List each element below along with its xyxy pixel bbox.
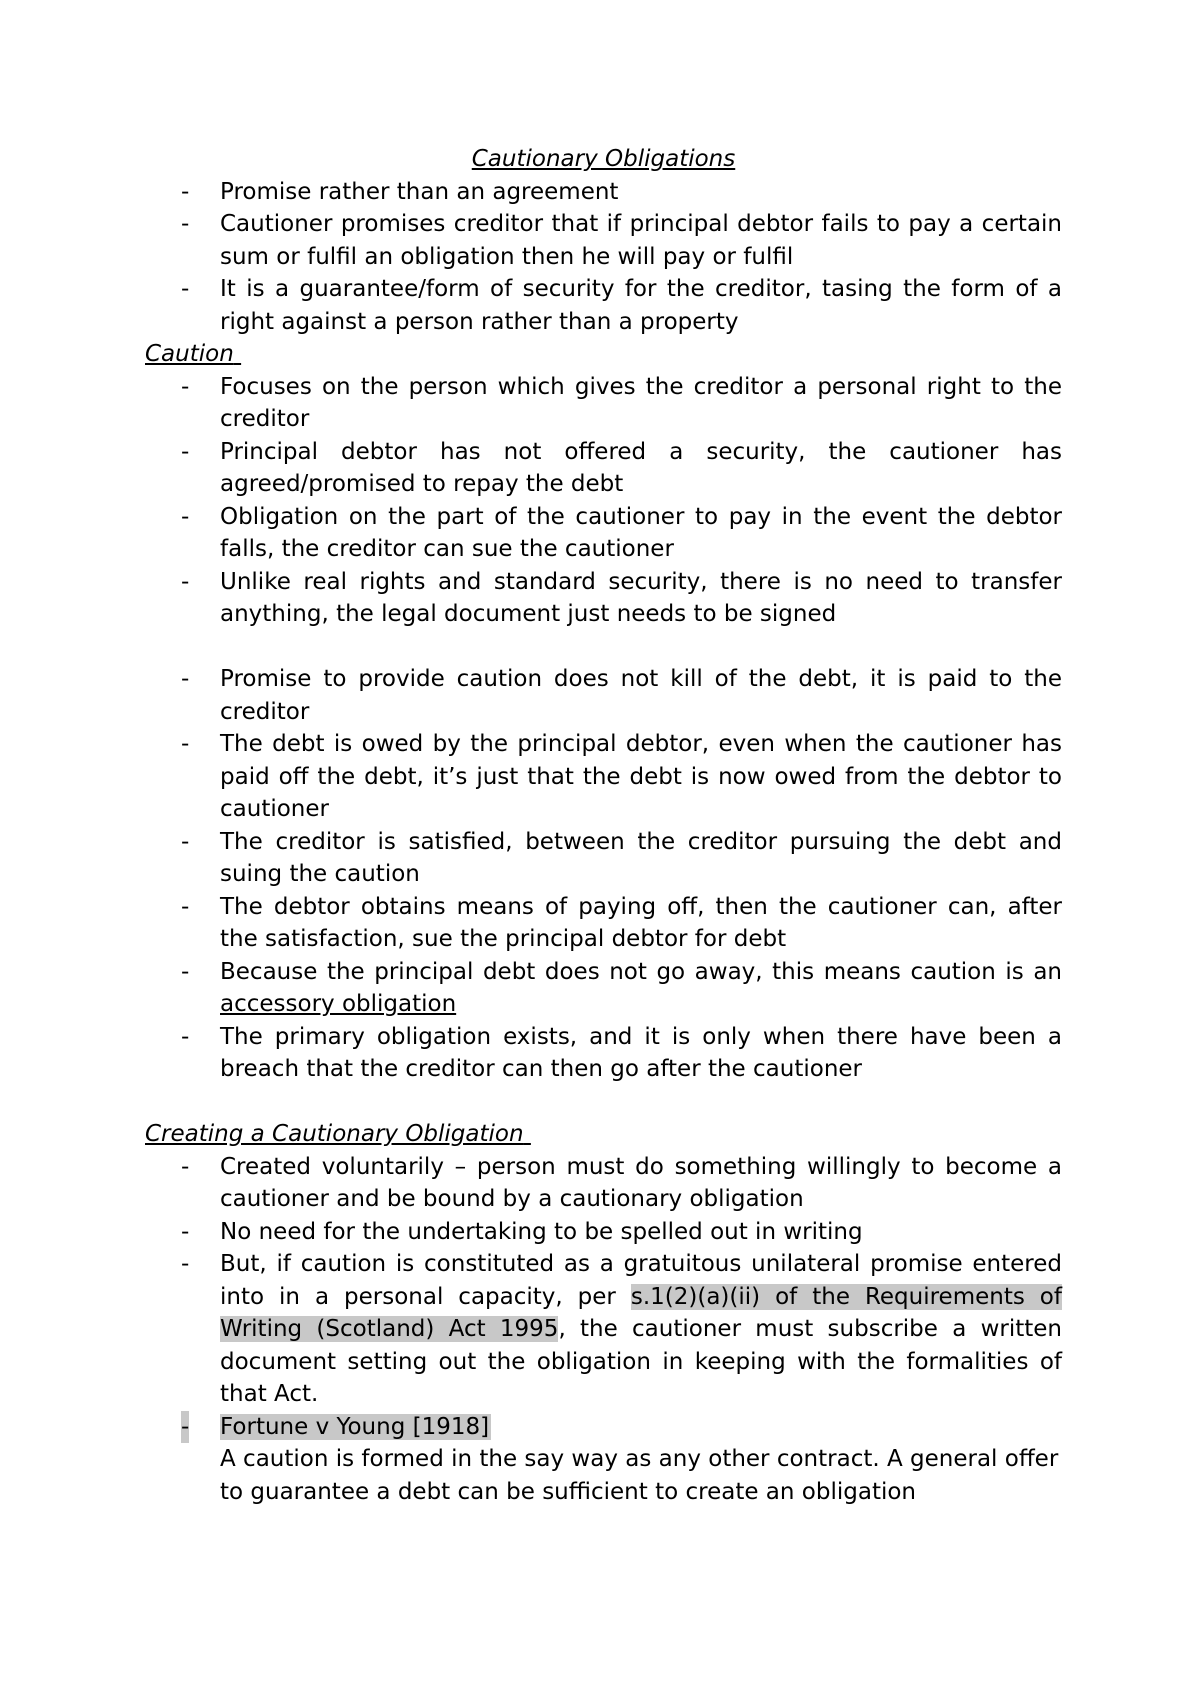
dash-bullet: -: [181, 373, 190, 400]
dash-bullet: -: [181, 276, 190, 302]
case-name: Fortune v Young [1918]: [220, 1413, 490, 1440]
list-item: - Promise rather than an agreement: [145, 176, 1062, 209]
case-item: [145, 1411, 1062, 1509]
dash-bullet: -: [181, 503, 190, 530]
dash-bullet: -: [181, 1411, 189, 1444]
case-description: A caution is formed in the say way as any other contract. A general offer to guarantee a debt can be sufficient to create an obligation: [220, 1446, 1059, 1505]
dash-bullet: -: [181, 1153, 190, 1180]
list-item: - Cautioner promises creditor that if principal debtor fails to pay a certain sum or fulfil an obligation then he will pay or fulfil: [145, 208, 1062, 273]
dash-bullet: -: [181, 731, 190, 757]
list-item: - Because the principal debt does not go away, this means caution is an accessory obligation: [145, 956, 1062, 1021]
document-title: Cautionary Obligations: [471, 146, 736, 172]
list-item: - Created voluntarily – person must do something willingly to become a cautioner and be bound by a cautionary obligation: [145, 1151, 1062, 1216]
intro-list: [145, 176, 1062, 339]
list-item: - It is a guarantee/form of security for the creditor, tasing the form of a right against a person rather than a property: [145, 273, 1062, 338]
dash-bullet: -: [181, 828, 190, 855]
section-heading-caution: Caution: [145, 341, 234, 367]
statute-reference: s.1(2)(a)(ii) of the Requirements of Writing (Scotland) Act 1995: [220, 1283, 1062, 1342]
list-item: - Promise to provide caution does not kill of the debt, it is paid to the creditor: [145, 663, 1062, 728]
case-entry: [220, 1411, 1062, 1509]
list-item: - The creditor is satisfied, between the creditor pursuing the debt and suing the caution: [145, 826, 1062, 891]
dash-bullet: -: [181, 666, 190, 692]
dash-bullet: -: [181, 958, 190, 985]
accessory-obligation-term: accessory obligation: [220, 991, 457, 1017]
section-heading-creating: Creating a Cautionary Obligation: [145, 1121, 524, 1147]
dash-bullet: -: [181, 211, 190, 237]
list-item: - But, if caution is constituted as a gratuitous unilateral promise entered into in a personal capacity, per s.1(2)(a)(ii) of the Requirements of Writing (Scotland) Act 1995, the cautioner must subscribe a written document setting out the obligation in keeping with the formalities of that Act.: [145, 1248, 1062, 1411]
list-item: - Principal debtor has not offered a security, the cautioner has agreed/promised to repay the debt: [145, 436, 1062, 501]
paragraph-gap: [145, 1086, 1062, 1119]
document-page: [145, 143, 1062, 1508]
dash-bullet: -: [181, 178, 190, 205]
dash-bullet: -: [181, 568, 190, 595]
list-item: - The debtor obtains means of paying off, then the cautioner can, after the satisfaction, sue the principal debtor for debt: [145, 891, 1062, 956]
creating-list: [145, 1151, 1062, 1509]
dash-bullet: -: [181, 1218, 190, 1245]
dash-bullet: -: [181, 1023, 190, 1050]
list-item: - Unlike real rights and standard security, there is no need to transfer anything, the legal document just needs to be signed: [145, 566, 1062, 631]
dash-bullet: -: [181, 1251, 190, 1277]
list-item: - The debt is owed by the principal debtor, even when the cautioner has paid off the debt, it’s just that the debt is now owed from the debtor to cautioner: [145, 728, 1062, 826]
paragraph-gap: [145, 631, 1062, 664]
list-item: - No need for the undertaking to be spelled out in writing: [145, 1216, 1062, 1249]
caution-list-continued: [145, 663, 1062, 1086]
list-item: - Focuses on the person which gives the creditor a personal right to the creditor: [145, 371, 1062, 436]
list-item: - Obligation on the part of the cautioner to pay in the event the debtor falls, the creditor can sue the cautioner: [145, 501, 1062, 566]
caution-list: [145, 371, 1062, 631]
list-item: - The primary obligation exists, and it is only when there have been a breach that the creditor can then go after the cautioner: [145, 1021, 1062, 1086]
dash-bullet: -: [181, 438, 190, 465]
dash-bullet: -: [181, 893, 190, 920]
